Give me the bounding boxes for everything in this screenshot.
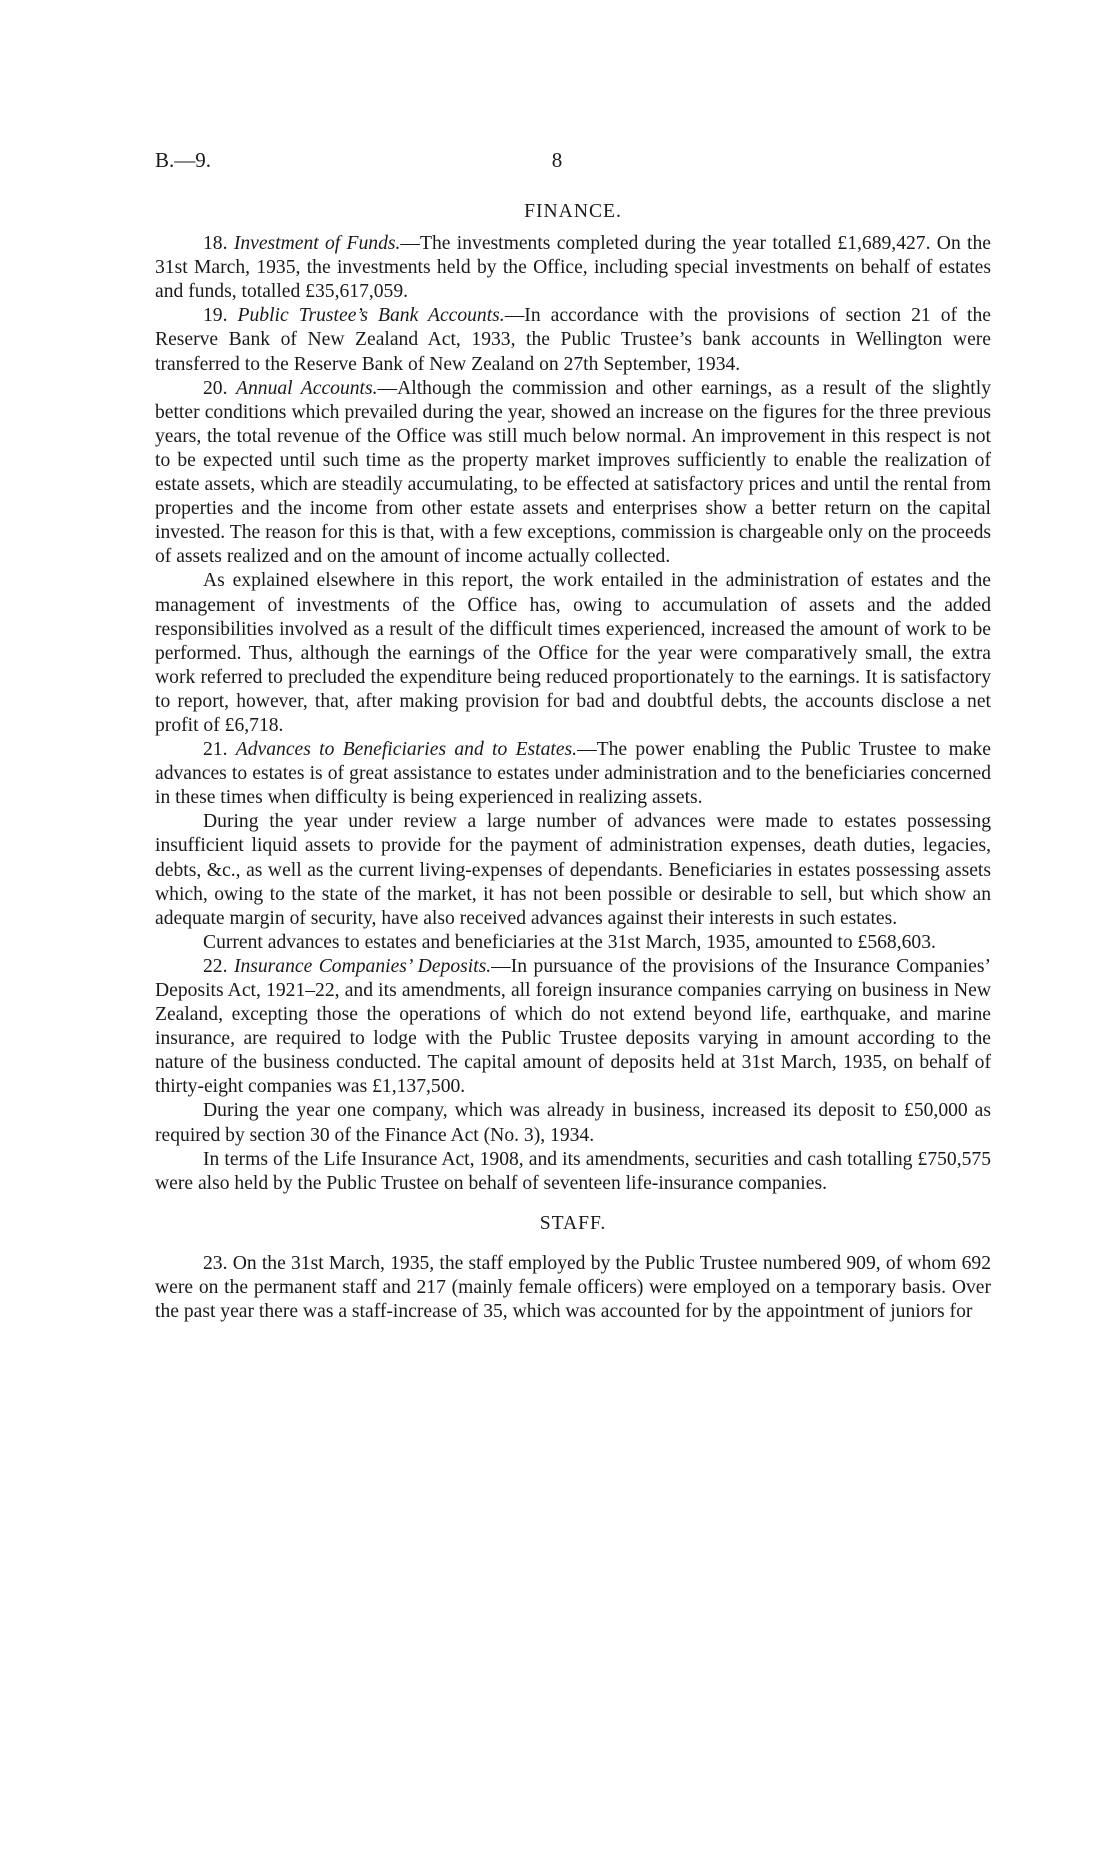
paragraph-text: —In pursuance of the provisions of the Insurance Companies’ Deposits Act, 1921–22, and its amendments, all foreign insurance companies carrying on business in New Zealand, excepting those the operations of which do not extend beyond life, earthquake, and marine insurance, are required to lodge with the Public Trustee deposits varying in amount according to the nature of the business conducted. The capital amount of deposits held at 31st March, 1935, on behalf of thirty-eight companies was £1,137,500. — [155, 955, 991, 1098]
paragraph-title: Investment of Funds. — [233, 233, 401, 255]
paragraph-number: 18. — [203, 233, 228, 255]
paragraph-22-life-insurance: In terms of the Life Insurance Act, 1908, and its amendments, securities and cash totalling £750,575 were also held by the Public Trustee on behalf of seventeen life-insurance companies. — [155, 1148, 991, 1194]
paragraph-21 — [155, 738, 991, 810]
paragraph-18 — [155, 232, 991, 304]
section-heading-staff: STAFF. — [539, 1212, 607, 1234]
page-header — [155, 148, 959, 178]
paragraph-21-continued: During the year under review a large number of advances were made to estates possessing insufficient liquid assets to provide for the payment of administration expenses, death duties, legacies, debts, &c., as well as the current living-expenses of dependants. Beneficiaries in estates possessing assets which, owing to the state of the market, it has not been possible or desirable to sell, but which show an adequate margin of security, have also received advances against their interests in such estates. — [155, 811, 991, 929]
paragraph-title: Annual Accounts. — [236, 377, 378, 399]
report-reference: B.—9. — [155, 148, 212, 172]
section-heading-finance: FINANCE. — [524, 201, 622, 222]
paragraph-19 — [155, 304, 991, 376]
paragraph-number: 19. — [203, 305, 228, 327]
paragraph-text: —The investments completed during the year totalled £1,689,427. On the 31st March, 1935, the investments held by the Office, including special investments on behalf of estates and funds, totalled £35,617,059. — [155, 233, 991, 303]
paragraph-number: 21. — [203, 739, 228, 761]
paragraph-22 — [155, 955, 991, 1100]
paragraph-23: 23. On the 31st March, 1935, the staff employed by the Public Trustee numbered 909, of whom 692 were on the permanent staff and 217 (mainly female officers) were employed on a temporary basis. Over the past year there was a staff-increase of 35, which was accounted for by the appointment of juniors for — [155, 1252, 991, 1323]
paragraph-22-continued: During the year one company, which was already in business, increased its deposit to £50,000 as required by section 30 of the Finance Act (No. 3), 1934. — [155, 1100, 991, 1146]
paragraph-21-advances-total: Current advances to estates and beneficiaries at the 31st March, 1935, amounted to £568,603. — [203, 931, 936, 953]
paragraph-title: Insurance Companies’ Deposits. — [233, 955, 492, 977]
paragraph-text: —In accordance with the provisions of section 21 of the Reserve Bank of New Zealand Act, 1933, the Public Trustee’s bank accounts in Wellington were transferred to the Reserve Bank of New Zealand on 27th September, 1934. — [155, 305, 991, 375]
paragraph-20-continued: As explained elsewhere in this report, the work entailed in the administration of estates and the management of investments of the Office has, owing to accumulation of assets and the added responsibilities involved as a result of the difficult times experienced, increased the amount of work to be performed. Thus, although the earnings of the Office for the year were comparatively small, the extra work referred to precluded the expenditure being reduced proportionately to the earnings. It is satisfactory to report, however, that, after making provision for bad and doubtful debts, the accounts disclose a net profit of £6,718. — [155, 570, 991, 736]
paragraph-title: Public Trustee’s Bank Accounts. — [237, 305, 505, 327]
paragraph-20 — [155, 377, 991, 570]
paragraph-text: —Although the commission and other earnings, as a result of the slightly better conditions which prevailed during the year, showed an increase on the figures for the three previous years, the total revenue of the Office was still much below normal. An improvement in this respect is not to be expected until such time as the property market improves sufficiently to enable the realization of estate assets, which are steadily accumulating, to be effected at satisfactory prices and until the rental from properties and the income from other estate assets and enterprises show a better return on the capital invested. The reason for this is that, with a few exceptions, commission is chargeable only on the proceeds of assets realized and on the amount of income actually collected. — [155, 377, 991, 568]
document-body — [155, 200, 991, 1324]
paragraph-text: —The power enabling the Public Trustee to make advances to estates is of great assistance to estates under administration and to the beneficiaries concerned in these times when difficulty is being experienced in realizing assets. — [155, 739, 992, 809]
paragraph-number: 22. — [203, 955, 228, 977]
paragraph-number: 20. — [203, 377, 228, 399]
paragraph-title: Advances to Beneficiaries and to Estates. — [235, 739, 578, 761]
page-number: 8 — [551, 148, 563, 172]
